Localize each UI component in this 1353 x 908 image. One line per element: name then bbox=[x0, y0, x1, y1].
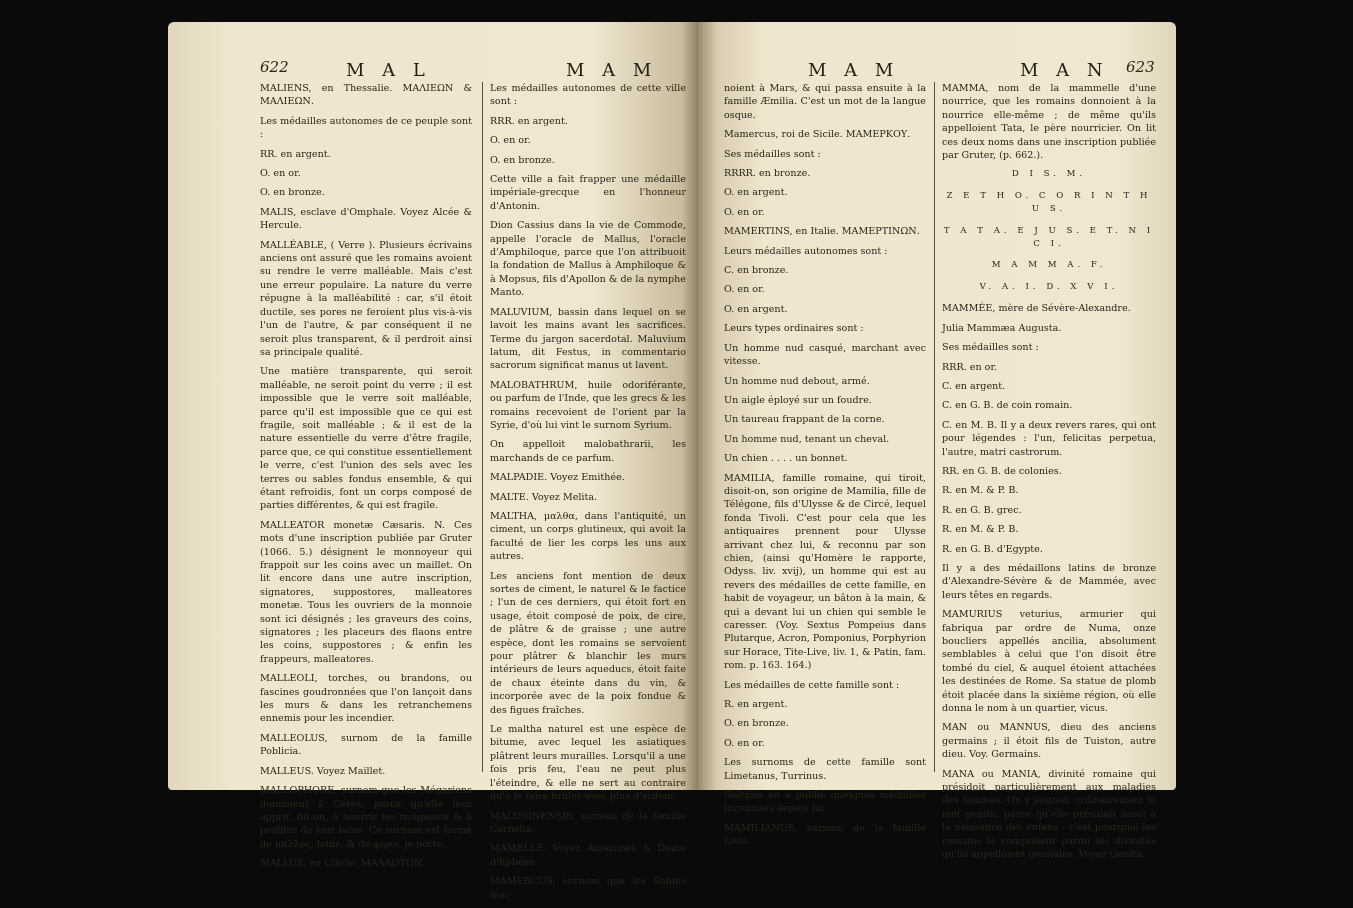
entry: Cette ville a fait frapper une médaille impériale-grecque en l'honneur d'Antonin. bbox=[490, 174, 686, 212]
column-rule bbox=[934, 82, 935, 772]
entry: O. en or. bbox=[724, 206, 765, 218]
entry: Une matière transparente, qui seroit malléable, ne seroit point du verre ; il est impossible que le verre soit malléable, parce qu'il est impossible que ce qui est fragile, soit malléable ; & il est de la nature essentielle du verre d'être fragile, parce que, ce qui constitue essentiellement le verre, c'est l'union des sels avec les terres ou sables fondus ensemble, & qui étant refroidis, font un corps composé de parties différentes, & qui est fragile. bbox=[260, 366, 472, 512]
entry: O. en argent. bbox=[724, 187, 788, 199]
entry: MALLEOLI, torches, ou brandons, ou fascines goudronnées que l'on lançoit dans les murs & dans les retranchemens ennemis pour les incendier. bbox=[260, 673, 472, 725]
entry: R. en argent. bbox=[724, 699, 788, 711]
entry: Les médailles autonomes de cette ville sont : bbox=[490, 83, 686, 108]
entry: MALPADIE. Voyez Emithée. bbox=[490, 472, 625, 484]
entry: Ses médailles sont : bbox=[724, 148, 821, 160]
entry: C. en bronze. bbox=[724, 265, 789, 277]
inscription-line: M A M M A. F. bbox=[991, 260, 1107, 271]
entry: O. en bronze. bbox=[724, 718, 789, 730]
right-column-2 bbox=[942, 82, 1156, 868]
entry: O. en argent. bbox=[724, 303, 788, 315]
entry: MAMELLE. Voyez Amazones & Diane d'Ephèse. bbox=[490, 843, 686, 868]
entry: Un homme nud casqué, marchant avec vitesse. bbox=[724, 342, 926, 368]
entry: Le maltha naturel est une espèce de bitume, avec lequel les asiatiques plâtrent leurs murailles. Lorsqu'il a une fois pris feu, l'eau ne peut plus l'éteindre, & elle ne sert au contraire qu'à le faire brûler avec plus d'ardeur. bbox=[490, 724, 686, 803]
book-spread bbox=[168, 22, 1176, 901]
entry: MAMERCUS, surnom que les Sabins don- bbox=[490, 876, 686, 901]
entry: MAMMÉE, mère de Sévère-Alexandre. bbox=[942, 303, 1131, 315]
inscription-line: Z E T H O. C O R I N T H U S. bbox=[946, 190, 1152, 215]
entry: O. en or. bbox=[724, 737, 765, 749]
entry: Il y a des médaillons latins de bronze d'Alexandre-Sévère & de Mammée, avec leurs têtes en regards. bbox=[942, 562, 1156, 601]
entry: O. en or. bbox=[724, 284, 765, 296]
entry: MALLÉABLE, ( Verre ). Plusieurs écrivains anciens ont assuré que les romains avoient su rendre le verre malléable. Mais c'est une erreur populaire. La nature du verre répugne à la malléabilité : car, s'il étoit ductile, ses pores ne feroient plus vis-à-vis l'un de l'autre, & par conséquent il ne seroit plus transparent, & il perdroit ainsi sa principale qualité. bbox=[260, 239, 472, 358]
entry: MALLEUS. Voyez Maillet. bbox=[260, 765, 386, 777]
running-header-left: M A M bbox=[808, 60, 900, 81]
entry: Ses médailles sont : bbox=[942, 342, 1039, 354]
entry: Goltzius en a publié quelques médailles inconnues depuis lui. bbox=[724, 790, 926, 815]
entry: O. en or. bbox=[260, 168, 301, 180]
inscription-line: V. A. I. D. X V I. bbox=[979, 281, 1119, 292]
entry: MAMURIUS veturius, armurier qui fabriqua par ordre de Numa, onze boucliers appellés ancilia, absolument semblables à celui que l'on disoit être tombé du ciel, & auquel étoient attachées les destinées de Rome. Sa statue de plomb étoit placée dans la sixième région, où elle donna le nom à un quartier, vicus. bbox=[942, 609, 1156, 715]
entry: MALLOPHORE, surnom que les Mégariens donnoient à Cérès, parce qu'elle leur apprit, dit-on, à nourrir les troupeaux & à profiter de leur laine. Ce surnom est formé de μαλλος, laine, & de φέρω, je porte. bbox=[260, 785, 472, 850]
right-column-1 bbox=[724, 82, 926, 855]
running-header-left: M A L bbox=[346, 60, 431, 81]
left-column-1 bbox=[260, 82, 472, 877]
entry: Leurs médailles autonomes sont : bbox=[724, 245, 888, 257]
column-rule bbox=[482, 82, 483, 772]
entry: Leurs types ordinaires sont : bbox=[724, 323, 864, 335]
entry: Un homme nud debout, armé. bbox=[724, 375, 870, 387]
entry: MALIS, esclave d'Omphale. Voyez Alcée & Hercule. bbox=[260, 206, 472, 232]
entry: MAMERTINS, en Italie. ΜΑΜΕΡΤΙΝΩΝ. bbox=[724, 226, 920, 238]
entry: MALIENS, en Thessalie. ΜΑΛΙΕΩΝ & ΜΑΛΙΕΩΝ. bbox=[260, 83, 472, 108]
left-page bbox=[168, 22, 698, 901]
entry: Les médailles autonomes de ce peuple sont : bbox=[260, 115, 472, 141]
left-column-2 bbox=[490, 82, 686, 908]
entry: O. en bronze. bbox=[490, 154, 555, 166]
entry: R. en M. & P. B. bbox=[942, 524, 1019, 536]
entry: Un taureau frappant de la corne. bbox=[724, 414, 885, 426]
entry: RRR. en argent. bbox=[490, 115, 568, 127]
entry: Mamercus, roi de Sicile. ΜΑΜΕΡΚΟΥ. bbox=[724, 129, 911, 141]
entry: C. en M. B. Il y a deux revers rares, qui ont pour légendes : l'un, felicitas perpetua, l'autre, matri castrorum. bbox=[942, 419, 1156, 458]
entry: MAMMA, nom de la mammelle d'une nourrice, que les romains donnoient à la nourrice elle-même ; de même qu'ils appelloient Tata, le père nourricier. On lit ces deux noms dans une inscription publiée par Gruter, (p. 662.). bbox=[942, 83, 1156, 162]
entry: Dion Cassius dans la vie de Commode, appelle l'oracle de Mallus, l'oracle d'Amphiloque, parce que l'on attribuoit la fondation de Mallus à Amphiloque & à Mopsus, fils d'Apollon & de la nymphe Manto. bbox=[490, 220, 686, 299]
entry: C. en argent. bbox=[942, 380, 1006, 392]
entry: Les médailles de cette famille sont : bbox=[724, 679, 900, 691]
entry: Un aigle éployé sur un foudre. bbox=[724, 394, 872, 406]
right-page bbox=[698, 22, 1176, 861]
entry: MALUGINENSIS, surnom de la famille Cornelia. bbox=[490, 810, 686, 835]
entry: R. en M. & P. B. bbox=[942, 485, 1019, 497]
entry: MALTHA, μαλθα, dans l'antiquité, un ciment, un corps glutineux, qui avoit la faculté de lier les corps les uns aux autres. bbox=[490, 510, 686, 563]
entry: Julia Mammæa Augusta. bbox=[942, 322, 1062, 334]
entry: On appelloit malobathrarii, les marchands de ce parfum. bbox=[490, 439, 686, 464]
entry: RR. en argent. bbox=[260, 148, 331, 160]
inscription-line: T A T A. E J U S. E T. N I C I. bbox=[943, 225, 1155, 250]
page-number: 623 bbox=[1126, 58, 1155, 76]
running-header-right: M A N bbox=[1020, 60, 1109, 81]
entry: MAMILIA, famille romaine, qui tiroit, disoit-on, son origine de Mamilia, fille de Télégone, fils d'Ulysse & de Circé, lequel fonda Tivoli. C'est pour cela que les antiquaires prennent pour Ulysse arrivant chez lui, & reconnu par son chien, (ainsi qu'Homère le rapporte, Odyss. liv. xvij), un homme qui est au revers des médailles de cette famille, en habit de voyageur, un bâton à la main, & qui a devant lui un chien qui semble le caresser. (Voy. Sextus Pompeius dans Plutarque, Acron, Pomponius, Porphyrion sur Horace, Tite-Live, liv. 1, & Patin, fam. rom. p. 163. 164.) bbox=[724, 472, 926, 672]
entry: MAMILIANUS, surnom de la famille Livia. bbox=[724, 822, 926, 848]
entry: MALLEATOR monetæ Cæsaris. N. Ces mots d'une inscription publiée par Gruter (1066. 5.) désignent le monnoyeur qui frappoit sur les coins avec un maillet. On lit encore dans une autre inscription, signatores, suppostores, malleatores monetæ. Tous les ouvriers de la monnoie sont ici désignés ; les graveurs des coins, signatores ; les placeurs des flaons entre les coins, suppostores ; & enfin les frappeurs, malleatores. bbox=[260, 519, 472, 665]
page-number: 622 bbox=[260, 58, 289, 76]
entry: MALTE. Voyez Melita. bbox=[490, 491, 598, 503]
entry: noient à Mars, & qui passa ensuite à la famille Æmilia. C'est un mot de la langue osque. bbox=[724, 83, 926, 121]
entry: MAN ou MANNUS, dieu des anciens germains ; il étoit fils de Tuiston, autre dieu. Voy. Germains. bbox=[942, 722, 1156, 761]
entry: MALUVIUM, bassin dans lequel on se lavoit les mains avant les sacrifices. Terme du jargon sacerdotal. Maluvium latum, dit Festus, in commentario sacrorum significat manus ut lavent. bbox=[490, 306, 686, 372]
entry: RRR. en or. bbox=[942, 361, 998, 373]
entry: RR. en G. B. de colonies. bbox=[942, 465, 1062, 477]
entry: C. en G. B. de coin romain. bbox=[942, 400, 1073, 412]
entry: Les surnoms de cette famille sont Limetanus, Turrinus. bbox=[724, 757, 926, 782]
entry: R. en G. B. d'Egypte. bbox=[942, 543, 1043, 555]
entry: O. en or. bbox=[490, 135, 531, 147]
entry: Un chien . . . . un bonnet. bbox=[724, 453, 848, 465]
entry: Les anciens font mention de deux sortes de ciment, le naturel & le factice ; l'un de ces derniers, qui étoit fort en usage, étoit composé de poix, de cire, de plâtre & de graisse ; une autre espèce, dont les romains se servoient pour plâtrer & blanchir les murs intérieurs de leurs aqueducs, étoit faite de chaux éteinte dans du vin, & incorporée avec de la poix fondue & des figues fraîches. bbox=[490, 570, 686, 716]
entry: O. en bronze. bbox=[260, 187, 325, 199]
entry: MALLEOLUS, surnom de la famille Poblicia. bbox=[260, 732, 472, 758]
inscription-line: D I S. M. bbox=[1011, 169, 1087, 180]
entry: RRRR. en bronze. bbox=[724, 168, 811, 180]
entry: Un homme nud, tenant un cheval. bbox=[724, 433, 890, 445]
entry: MANA ou MANIA, divinité romaine qui présidoit particulièrement aux maladies des femmes. On y joignoit ordinairement le mot genita, parce qu'elle présidoit aussi à la naissance des enfans ; c'est pourquoi les romains la comptoient parmi les divinités qu'ils appelloient genitales. Voyez Genita. bbox=[942, 768, 1156, 861]
entry: MALOBATHRUM, huile odoriférante, ou parfum de l'Inde, que les grecs & les romains recevoient de l'orient par la Syrie, d'où lui vint le surnom Syrium. bbox=[490, 379, 686, 431]
entry: R. en G. B. grec. bbox=[942, 504, 1022, 516]
running-header-right: M A M bbox=[566, 60, 658, 81]
entry: MALLUS, en Cilicie. ΜΑΛΛΩΤΩΝ. bbox=[260, 858, 426, 870]
